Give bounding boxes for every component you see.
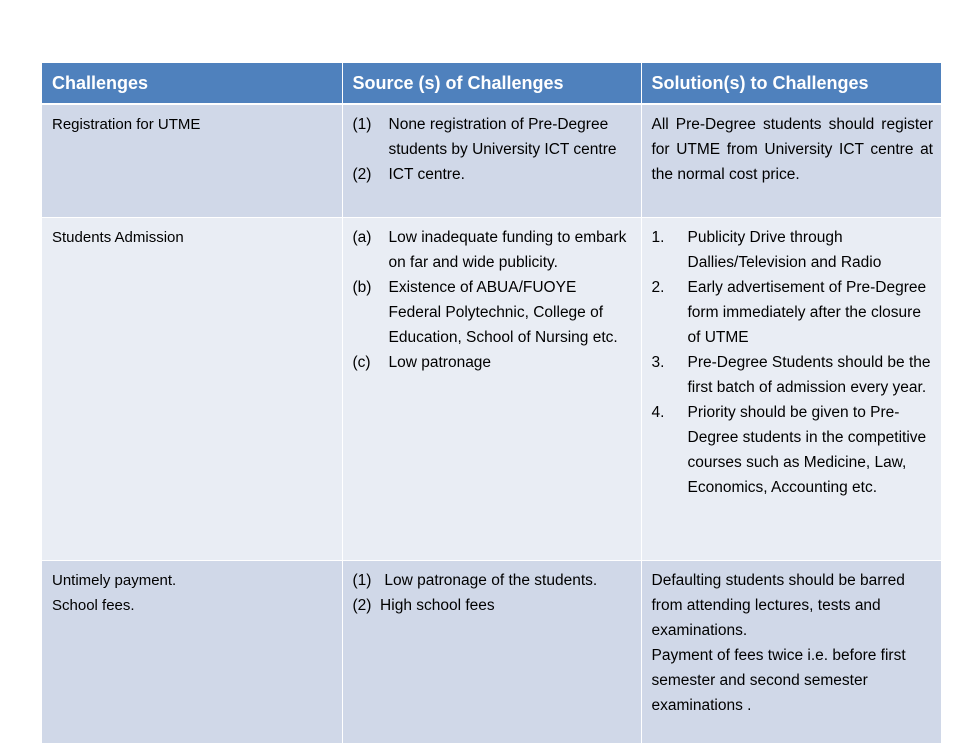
table-row — [42, 104, 941, 218]
solution-marker: 2. — [651, 279, 665, 296]
solution-text: Priority should be given to Pre-Degree students in the competitive courses such as Medicine, Law, Economics, Accounting etc. — [687, 404, 927, 496]
source-marker: (b) — [352, 279, 372, 296]
solution-marker: 4. — [651, 404, 665, 421]
challenge-text: School fees. — [52, 597, 135, 614]
sources-cell — [342, 218, 641, 561]
source-marker: (2) — [352, 166, 372, 183]
source-item — [353, 162, 633, 187]
solution-marker: 1. — [651, 229, 665, 246]
source-item — [353, 225, 633, 275]
challenge-cell — [42, 218, 342, 561]
table-row — [42, 561, 941, 744]
source-text: Low patronage — [388, 354, 492, 371]
source-text: Existence of ABUA/FUOYE Federal Polytechnic, College of Education, School of Nursing etc. — [388, 279, 618, 346]
source-marker: (1) — [352, 116, 372, 133]
solution-item — [652, 275, 934, 350]
solutions-cell — [641, 561, 941, 744]
challenge-cell — [42, 104, 342, 218]
solution-item — [652, 350, 934, 400]
solution-text: Pre-Degree Students should be the first batch of admission every year. — [687, 354, 931, 396]
header-solutions: Solution(s) to Challenges — [641, 63, 941, 104]
source-text: (2) High school fees — [352, 597, 495, 614]
source-marker: (a) — [352, 229, 372, 246]
header-challenges: Challenges — [42, 63, 342, 104]
source-marker: (c) — [352, 354, 371, 371]
solutions-cell — [641, 218, 941, 561]
solution-text: Publicity Drive through Dallies/Television and Radio — [687, 229, 882, 271]
solution-text: Early advertisement of Pre-Degree form immediately after the closure of UTME — [687, 279, 927, 346]
sources-cell — [342, 561, 641, 744]
challenges-table — [42, 63, 941, 744]
challenge-text: Registration for UTME — [52, 116, 201, 133]
header-sources: Source (s) of Challenges — [342, 63, 641, 104]
solutions-cell — [641, 104, 941, 218]
source-text: Low inadequate funding to embark on far and wide publicity. — [388, 229, 627, 271]
challenge-text: Untimely payment. — [52, 572, 177, 589]
source-item — [353, 112, 633, 162]
solution-item — [652, 225, 934, 275]
header-row — [42, 63, 941, 104]
table-row — [42, 218, 941, 561]
challenge-cell — [42, 561, 342, 744]
solution-text: Payment of fees twice i.e. before first semester and second semester examinations . — [651, 647, 906, 714]
challenge-text: Students Admission — [52, 229, 184, 246]
solution-item — [652, 400, 934, 500]
source-text: (1) Low patronage of the students. — [352, 572, 598, 589]
sources-cell — [342, 104, 641, 218]
source-item — [353, 350, 633, 375]
solution-marker: 3. — [651, 354, 665, 371]
source-item — [353, 275, 633, 350]
solution-text: All Pre-Degree students should register for UTME from University ICT centre at the normal cost price. — [651, 116, 933, 183]
solution-text: Defaulting students should be barred from attending lectures, tests and examinations. — [651, 572, 905, 639]
source-text: ICT centre. — [388, 166, 465, 183]
source-text: None registration of Pre-Degree students by University ICT centre — [388, 116, 617, 158]
